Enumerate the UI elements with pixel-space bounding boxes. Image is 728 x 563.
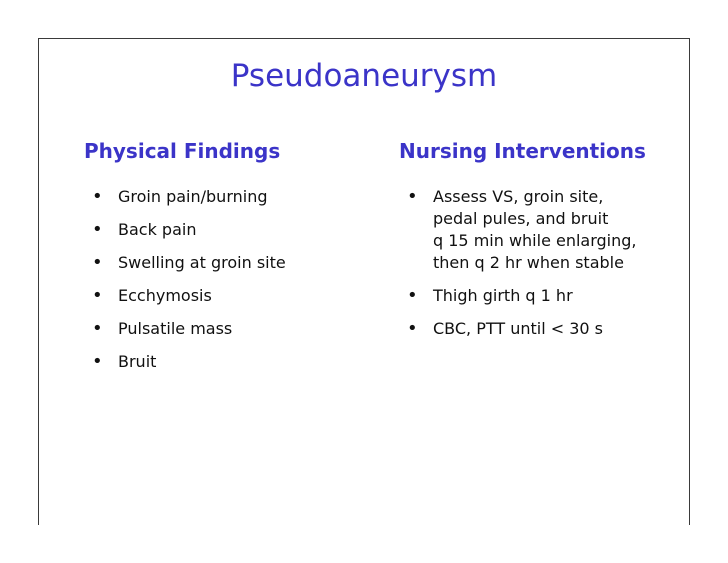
bullet-icon: •: [92, 252, 103, 273]
nursing-interventions-list: [407, 186, 687, 351]
physical-findings-heading: Physical Findings: [84, 139, 281, 163]
bullet-icon: •: [92, 351, 103, 372]
list-item: [92, 318, 352, 340]
nursing-interventions-heading: Nursing Interventions: [399, 139, 646, 163]
list-item: [92, 285, 352, 307]
slide-title: Pseudoaneurysm: [230, 58, 498, 94]
list-item-text: Ecchymosis: [118, 286, 212, 305]
bullet-icon: •: [92, 186, 103, 207]
list-item-text: Bruit: [118, 352, 157, 371]
list-item-text: Back pain: [118, 220, 197, 239]
list-item-text: Thigh girth q 1 hr: [433, 286, 573, 305]
physical-findings-list: [92, 186, 352, 384]
bullet-icon: •: [92, 285, 103, 306]
list-item: [92, 219, 352, 241]
list-item-text: Groin pain/burning: [118, 187, 268, 206]
list-item: [92, 186, 352, 208]
list-item: [407, 318, 687, 340]
bullet-icon: •: [407, 318, 418, 339]
list-item-text: Swelling at groin site: [118, 253, 286, 272]
bullet-icon: •: [407, 285, 418, 306]
list-item-text: Assess VS, groin site, pedal pules, and bruit q 15 min while enlarging, then q 2 hr when stable: [433, 187, 637, 272]
list-item: [407, 186, 687, 274]
list-item-text: CBC, PTT until < 30 s: [433, 319, 604, 338]
list-item: [92, 351, 352, 373]
bullet-icon: •: [92, 219, 103, 240]
list-item: [92, 252, 352, 274]
list-item: [407, 285, 687, 307]
bullet-icon: •: [92, 318, 103, 339]
list-item-text: Pulsatile mass: [118, 319, 233, 338]
bullet-icon: •: [407, 186, 418, 207]
